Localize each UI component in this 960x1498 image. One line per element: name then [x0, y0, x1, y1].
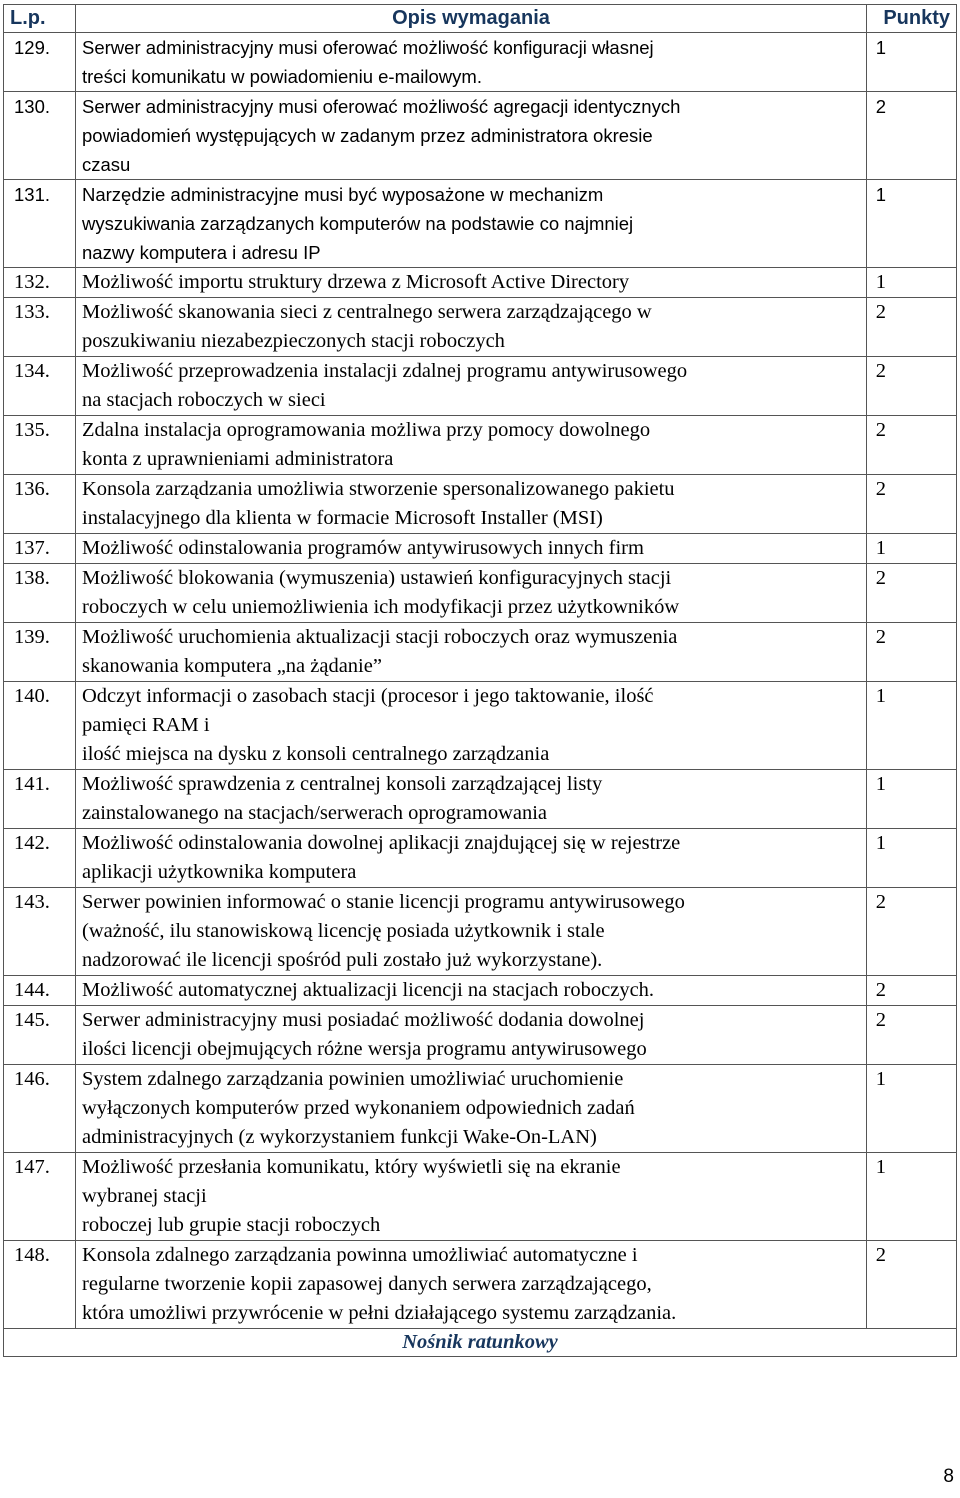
- requirement-points: 1: [867, 770, 957, 829]
- header-description: Opis wymagania: [76, 5, 867, 33]
- requirement-number: 130.: [4, 92, 76, 180]
- requirement-description: [76, 298, 867, 357]
- table-row: [4, 534, 957, 564]
- description-line: Serwer powinien informować o stanie licencji programu antywirusowego: [82, 891, 685, 913]
- description-line: Serwer administracyjny musi oferować możliwość agregacji identycznych: [82, 96, 681, 117]
- table-row: [4, 1153, 957, 1241]
- requirement-number: 135.: [4, 416, 76, 475]
- table-body: [4, 33, 957, 1329]
- requirement-number: 131.: [4, 180, 76, 268]
- requirement-number: 136.: [4, 475, 76, 534]
- table-row: [4, 888, 957, 976]
- requirement-number: 137.: [4, 534, 76, 564]
- description-line: Możliwość przeprowadzenia instalacji zdalnej programu antywirusowego: [82, 360, 688, 382]
- header-row: [4, 5, 957, 33]
- description-line: która umożliwi przywrócenie w pełni działającego systemu zarządzania.: [82, 1302, 677, 1324]
- requirement-number: 143.: [4, 888, 76, 976]
- requirement-description: [76, 1153, 867, 1241]
- requirement-description: [76, 564, 867, 623]
- description-line: treści komunikatu w powiadomieniu e-mailowym.: [82, 66, 482, 87]
- description-line: System zdalnego zarządzania powinien umożliwiać uruchomienie: [82, 1068, 624, 1090]
- table-row: [4, 770, 957, 829]
- description-line: instalacyjnego dla klienta w formacie Microsoft Installer (MSI): [82, 507, 603, 529]
- requirement-description: [76, 416, 867, 475]
- requirement-number: 145.: [4, 1006, 76, 1065]
- description-line: Możliwość automatycznej aktualizacji licencji na stacjach roboczych.: [82, 979, 655, 1001]
- description-line: Odczyt informacji o zasobach stacji (procesor i jego taktowanie, ilość: [82, 685, 654, 707]
- requirement-points: 1: [867, 180, 957, 268]
- description-line: (ważność, ilu stanowiskową licencję posiada użytkownik i stale: [82, 920, 605, 942]
- header-lp: L.p.: [4, 5, 76, 33]
- requirement-description: [76, 1006, 867, 1065]
- requirement-points: 1: [867, 1065, 957, 1153]
- description-line: wyłączonych komputerów przed wykonaniem odpowiednich zadań: [82, 1097, 635, 1119]
- requirement-number: 134.: [4, 357, 76, 416]
- requirement-points: 2: [867, 92, 957, 180]
- description-line: Możliwość importu struktury drzewa z Microsoft Active Directory: [82, 271, 630, 293]
- table-row: [4, 564, 957, 623]
- table-row: [4, 682, 957, 770]
- table-row: [4, 829, 957, 888]
- description-line: skanowania komputera „na żądanie”: [82, 655, 382, 677]
- requirement-description: [76, 1241, 867, 1329]
- requirement-description: [76, 475, 867, 534]
- description-line: Zdalna instalacja oprogramowania możliwa przy pomocy dowolnego: [82, 419, 651, 441]
- description-line: na stacjach roboczych w sieci: [82, 389, 326, 411]
- requirement-number: 142.: [4, 829, 76, 888]
- description-line: Możliwość odinstalowania programów antywirusowych innych firm: [82, 537, 644, 559]
- description-line: Serwer administracyjny musi oferować możliwość konfiguracji własnej: [82, 37, 654, 58]
- requirement-points: 2: [867, 1006, 957, 1065]
- requirement-points: 1: [867, 33, 957, 92]
- requirement-points: 2: [867, 416, 957, 475]
- description-line: Możliwość sprawdzenia z centralnej konsoli zarządzającej listy: [82, 773, 603, 795]
- description-line: powiadomień występujących w zadanym przez administratora okresie: [82, 125, 653, 146]
- description-line: ilości licencji obejmujących różne wersja programu antywirusowego: [82, 1038, 647, 1060]
- table-row: [4, 298, 957, 357]
- requirement-number: 148.: [4, 1241, 76, 1329]
- table-row: [4, 1006, 957, 1065]
- requirement-points: 2: [867, 357, 957, 416]
- section-footer-row: [4, 1329, 957, 1357]
- requirement-description: [76, 534, 867, 564]
- requirement-points: 1: [867, 268, 957, 298]
- requirement-points: 1: [867, 1153, 957, 1241]
- description-line: nazwy komputera i adresu IP: [82, 242, 321, 263]
- description-line: Możliwość przesłania komunikatu, który wyświetli się na ekranie: [82, 1156, 621, 1178]
- table-row: [4, 1241, 957, 1329]
- requirement-number: 138.: [4, 564, 76, 623]
- requirement-points: 2: [867, 564, 957, 623]
- description-line: Możliwość skanowania sieci z centralnego serwera zarządzającego w: [82, 301, 652, 323]
- requirement-description: [76, 33, 867, 92]
- description-line: administracyjnych (z wykorzystaniem funkcji Wake-On-LAN): [82, 1126, 597, 1148]
- requirement-points: 2: [867, 298, 957, 357]
- table-row: [4, 623, 957, 682]
- requirement-points: 1: [867, 534, 957, 564]
- requirement-description: [76, 682, 867, 770]
- requirement-description: [76, 770, 867, 829]
- requirement-number: 129.: [4, 33, 76, 92]
- table-row: [4, 33, 957, 92]
- table-row: [4, 268, 957, 298]
- description-line: Narzędzie administracyjne musi być wyposażone w mechanizm: [82, 184, 604, 205]
- requirement-points: 1: [867, 682, 957, 770]
- requirement-points: 2: [867, 475, 957, 534]
- description-line: Możliwość odinstalowania dowolnej aplikacji znajdującej się w rejestrze: [82, 832, 681, 854]
- table-row: [4, 976, 957, 1006]
- table-row: [4, 475, 957, 534]
- requirements-table: [3, 4, 957, 1357]
- table-row: [4, 92, 957, 180]
- section-title: Nośnik ratunkowy: [4, 1329, 957, 1357]
- requirement-description: [76, 268, 867, 298]
- description-line: Serwer administracyjny musi posiadać możliwość dodania dowolnej: [82, 1009, 645, 1031]
- requirement-points: 2: [867, 888, 957, 976]
- description-line: wybranej stacji: [82, 1185, 207, 1207]
- table-row: [4, 1065, 957, 1153]
- requirement-description: [76, 357, 867, 416]
- description-line: aplikacji użytkownika komputera: [82, 861, 357, 883]
- description-line: Możliwość blokowania (wymuszenia) ustawień konfiguracyjnych stacji: [82, 567, 672, 589]
- requirement-number: 132.: [4, 268, 76, 298]
- requirement-points: 2: [867, 623, 957, 682]
- requirement-number: 133.: [4, 298, 76, 357]
- description-line: Możliwość uruchomienia aktualizacji stacji roboczych oraz wymuszenia: [82, 626, 678, 648]
- description-line: pamięci RAM i: [82, 714, 210, 736]
- description-line: nadzorować ile licencji spośród puli zostało już wykorzystane).: [82, 949, 603, 971]
- description-line: roboczych w celu uniemożliwienia ich modyfikacji przez użytkowników: [82, 596, 680, 618]
- description-line: ilość miejsca na dysku z konsoli centralnego zarządzania: [82, 743, 550, 765]
- page-number: 8: [943, 1466, 954, 1487]
- table-row: [4, 357, 957, 416]
- requirement-description: [76, 623, 867, 682]
- description-line: wyszukiwania zarządzanych komputerów na podstawie co najmniej: [82, 213, 634, 234]
- requirement-description: [76, 180, 867, 268]
- requirement-number: 140.: [4, 682, 76, 770]
- requirement-description: [76, 1065, 867, 1153]
- requirement-points: 1: [867, 829, 957, 888]
- requirement-points: 2: [867, 976, 957, 1006]
- description-line: Konsola zdalnego zarządzania powinna umożliwiać automatyczne i: [82, 1244, 638, 1266]
- header-points: Punkty: [867, 5, 957, 33]
- requirement-number: 144.: [4, 976, 76, 1006]
- table-row: [4, 180, 957, 268]
- requirement-number: 146.: [4, 1065, 76, 1153]
- requirement-number: 147.: [4, 1153, 76, 1241]
- description-line: czasu: [82, 154, 131, 175]
- requirement-description: [76, 888, 867, 976]
- description-line: regularne tworzenie kopii zapasowej danych serwera zarządzającego,: [82, 1273, 652, 1295]
- requirement-number: 141.: [4, 770, 76, 829]
- requirement-number: 139.: [4, 623, 76, 682]
- description-line: zainstalowanego na stacjach/serwerach oprogramowania: [82, 802, 548, 824]
- description-line: poszukiwaniu niezabezpieczonych stacji roboczych: [82, 330, 505, 352]
- requirement-description: [76, 976, 867, 1006]
- requirement-points: 2: [867, 1241, 957, 1329]
- requirement-description: [76, 92, 867, 180]
- description-line: roboczej lub grupie stacji roboczych: [82, 1214, 381, 1236]
- description-line: Konsola zarządzania umożliwia stworzenie spersonalizowanego pakietu: [82, 478, 675, 500]
- table-row: [4, 416, 957, 475]
- requirement-description: [76, 829, 867, 888]
- description-line: konta z uprawnieniami administratora: [82, 448, 394, 470]
